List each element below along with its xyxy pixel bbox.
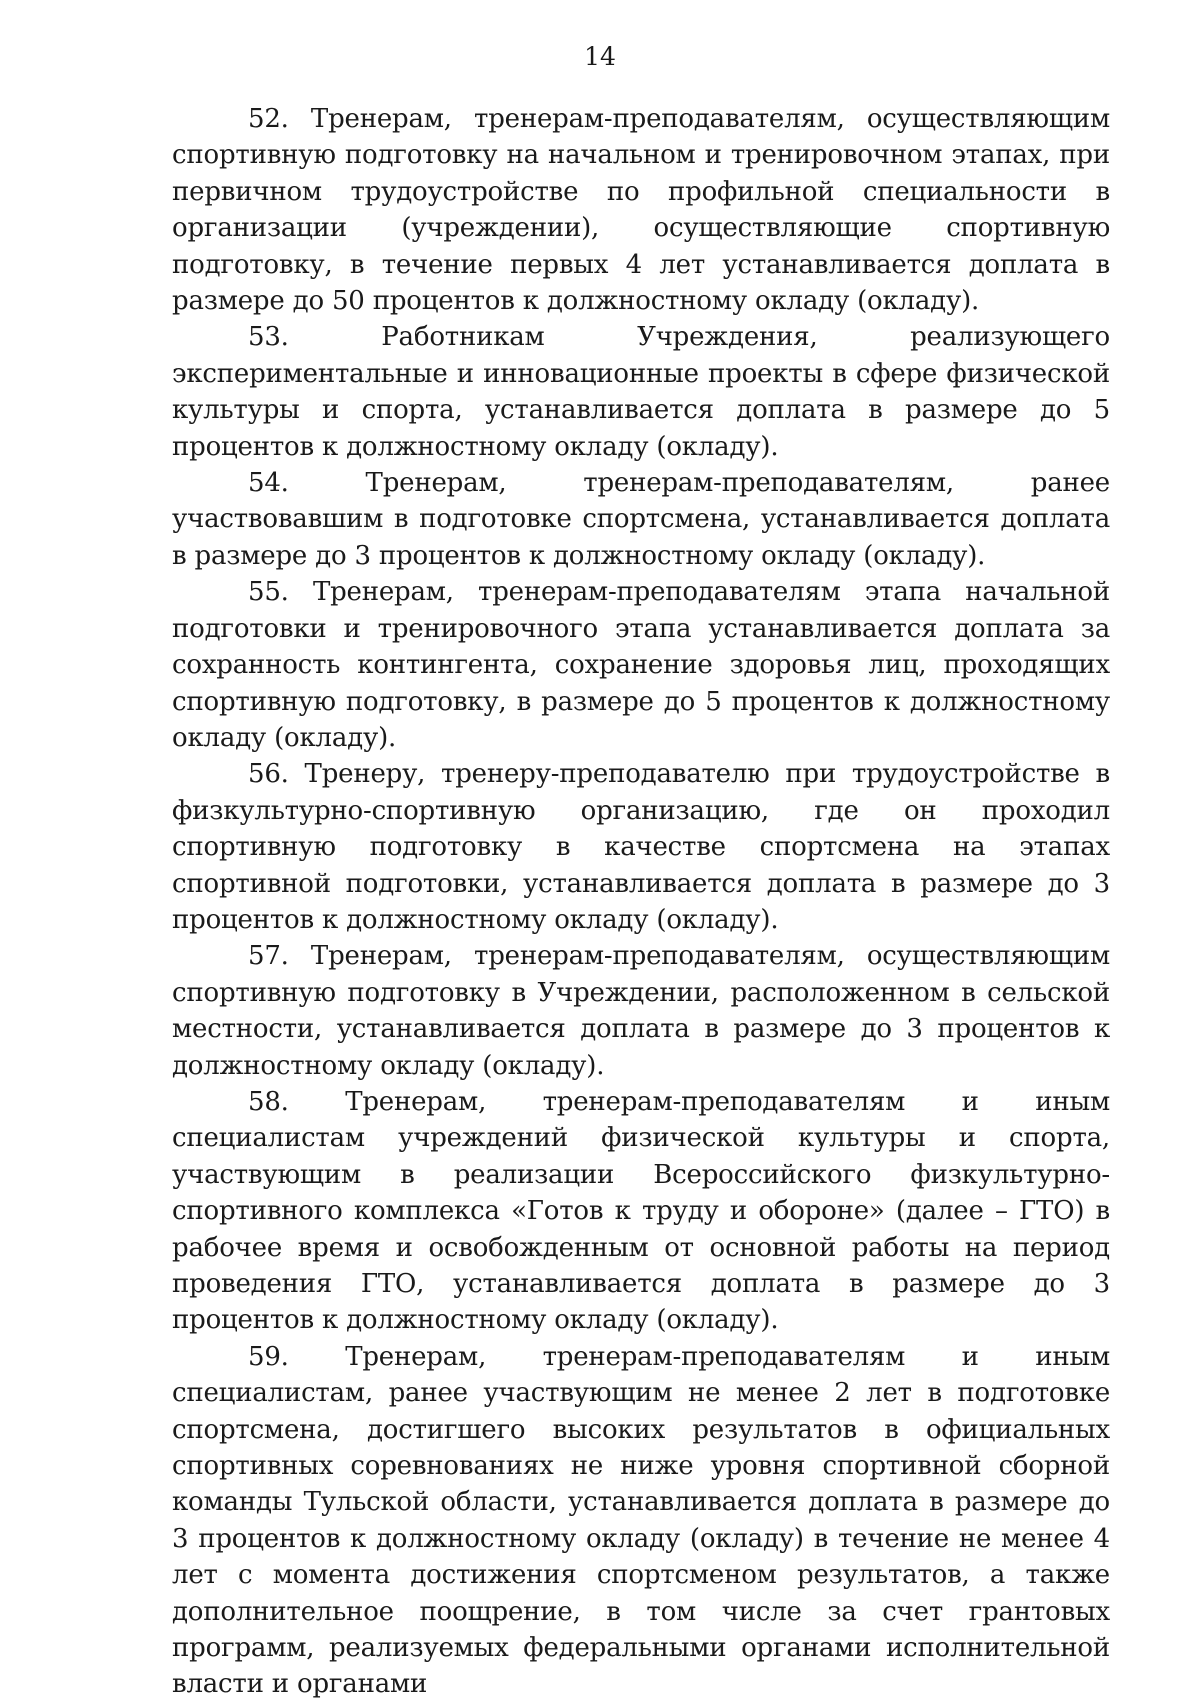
page-number: 14	[584, 42, 616, 71]
paragraph-54: 54. Тренерам, тренерам-преподавателям, ранее участвовавшим в подготовке спортсмена, устанавливается доплата в размере до 3 процентов к должностному окладу (окладу).	[172, 468, 1110, 571]
paragraph-57: 57. Тренерам, тренерам-преподавателям, осуществляющим спортивную подготовку в Учреждении, расположенном в сельской местности, устанавливается доплата в размере до 3 процентов к должностному окладу (окладу).	[172, 941, 1110, 1081]
paragraph-52: 52. Тренерам, тренерам-преподавателям, осуществляющим спортивную подготовку на начальном и тренировочном этапах, при первичном трудоустройстве по профильной специальности в организации (учреждении), осуществляющие спортивную подготовку, в течение первых 4 лет устанавливается доплата в размере до 50 процентов к должностному окладу (окладу).	[172, 104, 1110, 317]
paragraph-55: 55. Тренерам, тренерам-преподавателям этапа начальной подготовки и тренировочного этапа устанавливается доплата за сохранность контингента, сохранение здоровья лиц, проходящих спортивную подготовку, в размере до 5 процентов к должностному окладу (окладу).	[172, 577, 1110, 753]
paragraph-53: 53. Работникам Учреждения, реализующего экспериментальные и инновационные проекты в сфере физической культуры и спорта, устанавливается доплата в размере до 5 процентов к должностному окладу (окладу).	[172, 322, 1110, 462]
paragraph-56: 56. Тренеру, тренеру-преподавателю при трудоустройстве в физкультурно-спортивную организацию, где он проходил спортивную подготовку в качестве спортсмена на этапах спортивной подготовки, устанавливается доплата в размере до 3 процентов к должностному окладу (окладу).	[172, 759, 1110, 935]
document-body	[172, 101, 1110, 1703]
paragraph-59: 59. Тренерам, тренерам-преподавателям и иным специалистам, ранее участвующим не менее 2 лет в подготовке спортсмена, достигшего высоких результатов в официальных спортивных соревнованиях не ниже уровня спортивной сборной команды Тульской области, устанавливается доплата в размере до 3 процентов к должностному окладу (окладу) в течение не менее 4 лет с момента достижения спортсменом результатов, а также дополнительное поощрение, в том числе за счет грантовых программ, реализуемых федеральными органами исполнительной власти и органами	[172, 1341, 1110, 1700]
paragraph-58: 58. Тренерам, тренерам-преподавателям и иным специалистам учреждений физической культуры и спорта, участвующим в реализации Всероссийского физкультурно-спортивного комплекса «Готов к труду и обороне» (далее – ГТО) в рабочее время и освобожденным от основной работы на период проведения ГТО, устанавливается доплата в размере до 3 процентов к должностному окладу (окладу).	[172, 1086, 1110, 1336]
